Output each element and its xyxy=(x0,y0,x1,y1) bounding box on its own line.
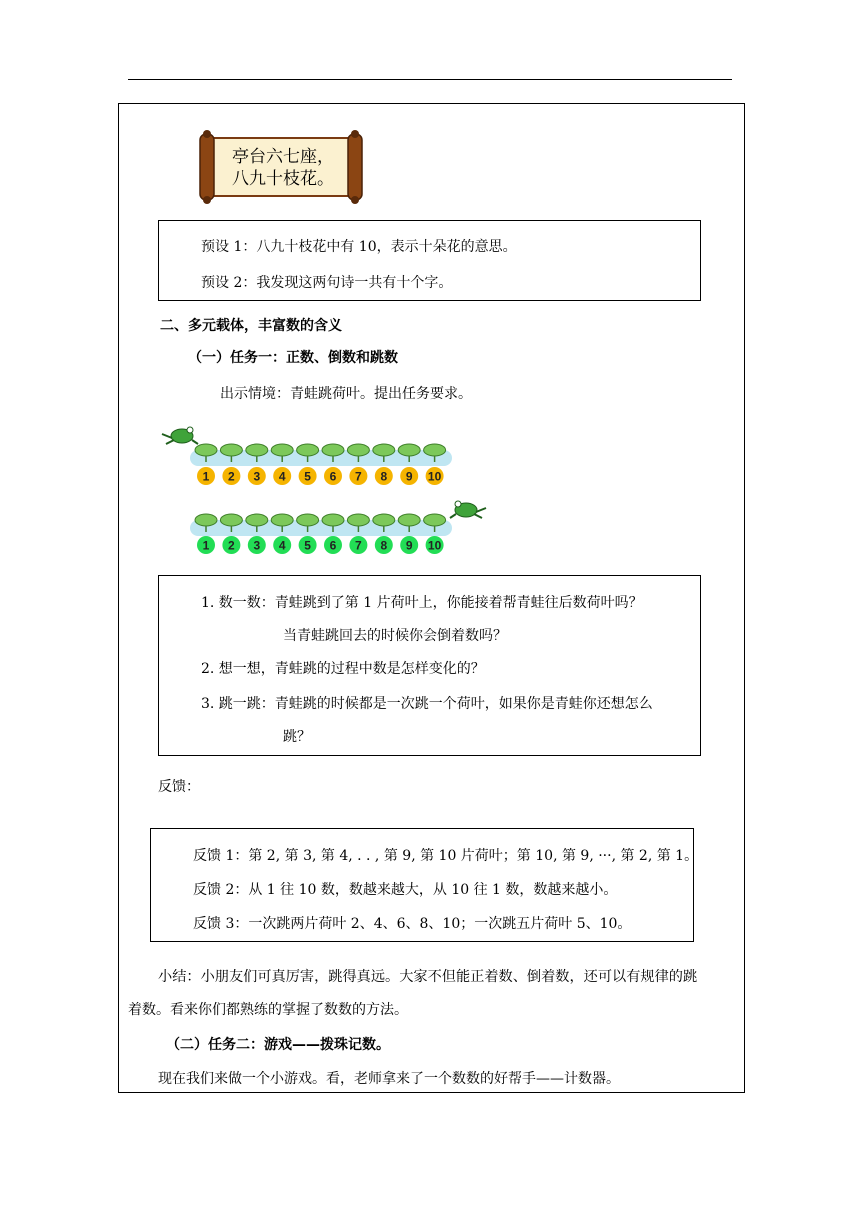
number-label: 7 xyxy=(355,469,362,484)
number-label: 10 xyxy=(427,469,442,484)
number-label: 8 xyxy=(380,538,388,553)
number-circles-row-1 xyxy=(197,467,444,485)
task-question-1: 1. 数一数：青蛙跳到了第 1 片荷叶上，你能接着帮青蛙往后数荷叶吗？ xyxy=(201,595,643,611)
scroll-line-2: 八九十枝花。 xyxy=(232,169,334,189)
number-circles-row-2 xyxy=(197,536,444,554)
feedback-box xyxy=(150,828,699,942)
number-label: 10 xyxy=(427,538,442,553)
feedback-label: 反馈： xyxy=(158,779,200,795)
frog-icon xyxy=(162,427,198,444)
task-1-intro: 出示情境：青蛙跳荷叶。提出任务要求。 xyxy=(220,386,472,402)
task-question-1-continued: 当青蛙跳回去的时候你会倒着数吗？ xyxy=(283,628,507,644)
number-label: 4 xyxy=(278,469,286,484)
feedback-3: 反馈 3：一次跳两片荷叶 2、4、6、8、10；一次跳五片荷叶 5、10。 xyxy=(193,916,632,932)
task-question-2: 2. 想一想，青蛙跳的过程中数是怎样变化的？ xyxy=(201,661,485,677)
task-question-3-continued: 跳？ xyxy=(283,729,311,745)
number-label: 9 xyxy=(405,469,413,484)
number-label: 6 xyxy=(329,469,337,484)
preset-1: 预设 1：八九十枝花中有 10，表示十朵花的意思。 xyxy=(201,239,517,255)
number-label: 8 xyxy=(380,469,388,484)
summary-line-2: 着数。看来你们都熟练的掌握了数数的方法。 xyxy=(128,1002,408,1018)
task-2-heading: （二）任务二：游戏——拨珠记数。 xyxy=(166,1037,390,1053)
section-2-heading: 二、多元载体，丰富数的含义 xyxy=(160,318,342,334)
number-label: 5 xyxy=(304,469,311,484)
number-label: 1 xyxy=(202,469,210,484)
number-label: 6 xyxy=(329,538,337,553)
task-1-heading: （一）任务一：正数、倒数和跳数 xyxy=(188,350,398,366)
header-rule xyxy=(128,79,732,80)
number-label: 5 xyxy=(304,538,311,553)
number-label: 2 xyxy=(228,469,235,484)
feedback-1: 反馈 1：第 2, 第 3, 第 4, . . , 第 9, 第 10 片荷叶；第 10, 第 9, ···, 第 2, 第 1。 xyxy=(193,848,699,864)
frog-icon xyxy=(450,501,486,518)
number-label: 3 xyxy=(253,469,261,484)
number-label: 9 xyxy=(405,538,413,553)
number-label: 2 xyxy=(228,538,235,553)
summary-line-1: 小结：小朋友们可真厉害，跳得真远。大家不但能正着数、倒着数，还可以有规律的跳 xyxy=(158,969,698,985)
feedback-2: 反馈 2：从 1 往 10 数，数越来越大，从 10 往 1 数，数越来越小。 xyxy=(193,882,618,898)
task-2-intro: 现在我们来做一个小游戏。看，老师拿来了一个数数的好帮手——计数器。 xyxy=(158,1071,620,1087)
preset-box xyxy=(158,220,701,301)
task-question-3: 3. 跳一跳：青蛙跳的时候都是一次跳一个荷叶，如果你是青蛙你还想怎么 xyxy=(201,696,653,712)
task-requirements-box xyxy=(158,575,701,756)
frog-lily-pad-illustration xyxy=(158,420,498,560)
scroll-line-1: 亭台六七座， xyxy=(232,147,334,167)
number-label: 4 xyxy=(278,538,286,553)
number-label: 3 xyxy=(253,538,261,553)
number-label: 7 xyxy=(355,538,362,553)
number-label: 1 xyxy=(202,538,210,553)
scroll-illustration xyxy=(196,130,368,204)
preset-2: 预设 2：我发现这两句诗一共有十个字。 xyxy=(201,275,453,291)
